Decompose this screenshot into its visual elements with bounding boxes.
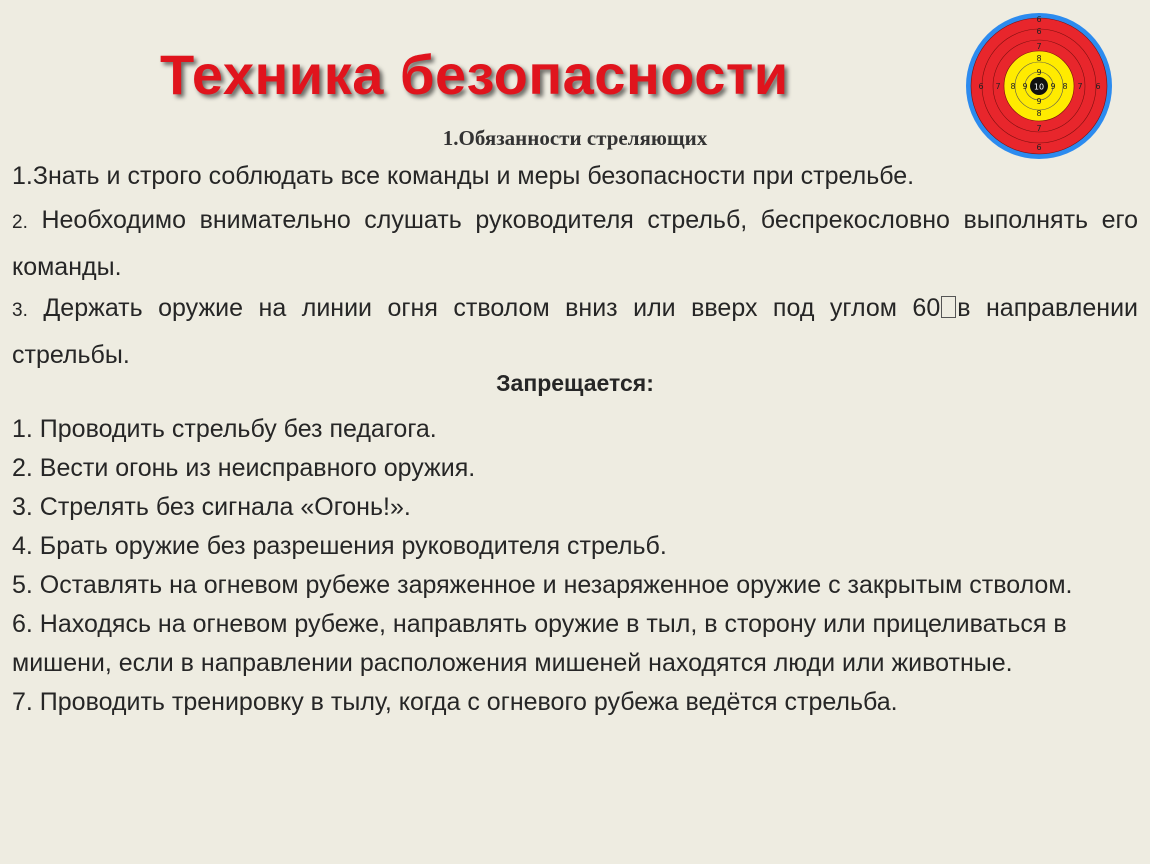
svg-text:7: 7: [995, 82, 1001, 91]
prohibited-item: 1. Проводить стрельбу без педагога.: [12, 415, 437, 443]
svg-text:9: 9: [1036, 97, 1042, 106]
svg-text:6: 6: [1095, 82, 1101, 91]
prohibited-item: 5. Оставлять на огневом рубеже заряженное и незаряженное оружие с закрытым стволом.: [12, 571, 1073, 599]
svg-text:8: 8: [1010, 82, 1016, 91]
svg-text:7: 7: [1036, 42, 1042, 51]
duties-subtitle: 1.Обязанности стреляющих: [442, 126, 708, 150]
svg-text:9: 9: [1036, 68, 1042, 77]
svg-text:6: 6: [978, 82, 984, 91]
slide-title: Техника безопасности: [160, 43, 789, 106]
svg-text:8: 8: [1036, 109, 1042, 118]
duty-item-2-text: Необходимо внимательно слушать руководителя стрельб, беспрекословно выполнять его команды.: [12, 206, 1139, 281]
duty-item-3: [12, 286, 1138, 377]
svg-text:9: 9: [1022, 82, 1028, 91]
duty-item-3-text-a: Держать оружие на линии огня стволом вниз или вверх под углом 60: [43, 294, 941, 322]
duty-item-2: [12, 198, 1138, 289]
duty-item-3-number: 3.: [12, 300, 28, 321]
prohibited-item: 2. Вести огонь из неисправного оружия.: [12, 454, 476, 482]
svg-text:6: 6: [1036, 15, 1042, 24]
duty-item-1: 1.Знать и строго соблюдать все команды и меры безопасности при стрельбе.: [12, 162, 915, 190]
svg-text:7: 7: [1036, 124, 1042, 133]
prohibited-item: 7. Проводить тренировку в тылу, когда с огневого рубежа ведётся стрельба.: [12, 688, 898, 716]
duty-item-2-number: 2.: [12, 212, 28, 233]
prohibited-item: 4. Брать оружие без разрешения руководителя стрельб.: [12, 532, 667, 560]
prohibited-item: 6. Находясь на огневом рубеже, направлять оружие в тыл, в сторону или прицеливаться в мишени, если в направлении расположения мишеней находятся люди или животные.: [12, 610, 1067, 677]
svg-text:10: 10: [1033, 82, 1045, 92]
duty-item-3-text-b: в направлении стрельбы.: [12, 294, 1138, 369]
svg-text:7: 7: [1077, 82, 1083, 91]
svg-text:9: 9: [1050, 82, 1056, 91]
prohibited-list: [12, 410, 1138, 722]
ring-label: 6: [1036, 27, 1042, 36]
svg-text:8: 8: [1062, 82, 1068, 91]
svg-text:8: 8: [1036, 54, 1042, 63]
prohibited-heading: Запрещается:: [496, 370, 654, 396]
prohibited-item: 3. Стрелять без сигнала «Огонь!».: [12, 493, 411, 521]
svg-text:6: 6: [1036, 143, 1042, 152]
degree-placeholder-icon: [941, 296, 956, 318]
